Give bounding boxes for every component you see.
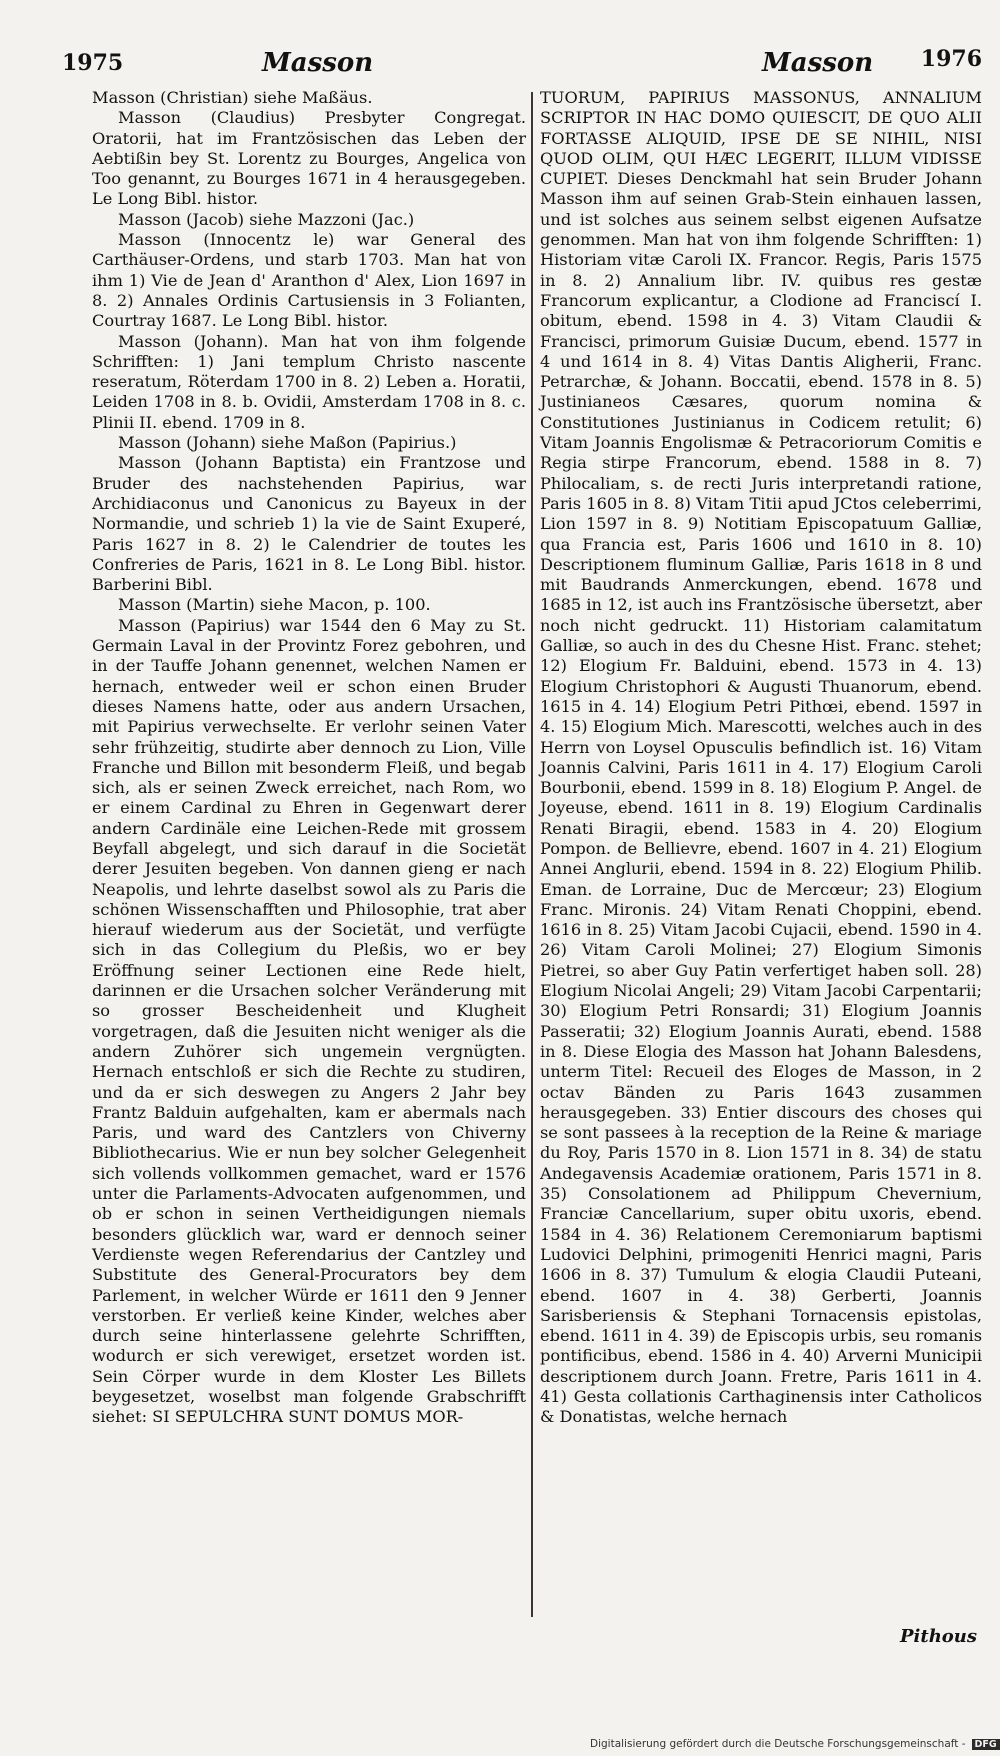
entry-papirius-continued: TUORUM, PAPIRIUS MASSONUS, ANNALIUM SCRIPTOR IN HAC DOMO QUIESCIT, DE QUO ALII FORTASSE ALIQUID, IPSE DE SE NIHIL, NISI QUOD OLIM, QUI HÆC LEGERIT, ILLUM VIDISSE CUPIET. Dieses Denckmahl hat sein Bruder Johann Masson ihm auf seinen Grab-Stein einhauen lassen, und ist solches aus seinem selbst eigenen Aufsatze genommen. Man hat von ihm folgende Schrifften: 1) Historiam vitæ Caroli IX. Francor. Regis, Paris 1575 in 8. 2) Annalium libr. IV. quibus res gestæ Francorum explicantur, a Clodione ad Franciscí I. obitum, ebend. 1598 in 4. 3) Vitam Claudii & Francisci, primorum Guisiæ Ducum, ebend. 1577 in 4 und 1614 in 8. 4) Vitas Dantis Aligherii, Franc. Petrarchæ, & Johann. Boccatii, ebend. 1578 in 8. 5) Justinianeos Cæsares, quorum nomina & Constitutiones Justinianus in Codicem retulit; 6) Vitam Joannis Engolismæ & Petracoriorum Comitis e Regia stirpe Francorum, ebend. 1588 in 8. 7) Philocaliam, s. de recti Juris interpretandi ratione, Paris 1605 in 8. 8) Vitam Titii apud JCtos celeberrimi, Lion 1597 in 8. 9) Notitiam Episcopatuum Galliæ, qua Francia est, Paris 1606 und 1610 in 8. 10) Descriptionem fluminum Galliæ, Paris 1618 in 8 und mit Baudrands Anmerckungen, ebend. 1678 und 1685 in 12, ist auch ins Frantzösische übersetzt, aber noch nicht gedruckt. 11) Historiam calamitatum Galliæ, so auch in des du Chesne Hist. Franc. stehet; 12) Elogium Fr. Balduini, ebend. 1573 in 4. 13) Elogium Christophori & Augusti Thuanorum, ebend. 1615 in 4. 14) Elogium Petri Pithœi, ebend. 1597 in 4. 15) Elogium Mich. Marescotti, welches auch in des Herrn von Loysel Opusculis befindlich ist. 16) Vitam Joannis Calvini, Paris 1611 in 4. 17) Elogium Caroli Bourbonii, ebend. 1599 in 8. 18) Elogium P. Angel. de Joyeuse, ebend. 1611 in 8. 19) Elogium Cardinalis Renati Biragii, ebend. 1583 in 4. 20) Elogium Pompon. de Bellievre, ebend. 1607 in 4. 21) Elogium Annei Anglurii, ebend. 1594 in 8. 22) Elogium Philib. Eman. de Lorraine, Duc de Mercœur; 23) Elogium Franc. Mironis. 24) Vitam Renati Choppini, ebend. 1616 in 8. 25) Vitam Jacobi Cujacii, ebend. 1590 in 4. 26) Vitam Caroli Molinei; 27) Elogium Simonis Pietrei, so aber Guy Patin verfertiget haben soll. 28) Elogium Nicolai Angeli; 29) Vitam Jacobi Carpentarii; 30) Elogium Petri Ronsardi; 31) Elogium Joannis Passeratii; 32) Elogium Joannis Aurati, ebend. 1588 in 8. Diese Elogia des Masson hat Johann Balesdens, unterm Titel: Recueil des Eloges de Masson, in 2 octav Bänden zu Paris 1643 zusammen herausgegeben. 33) Entier discours des choses qui se sont passees à la reception de la Reine & mariage du Roy, Paris 1570 in 8. Lion 1571 in 8. 34) de statu Andegavensis Academiæ orationem, Paris 1571 in 8. 35) Consolationem ad Philippum Chevernium, Franciæ Cancellarium, super obitu uxoris, ebend. 1584 in 4. 36) Relationem Ceremoniarum baptismi Ludovici Delphini, primogeniti Henrici magni, Paris 1606 in 8. 37) Tumulum & elogia Claudii Puteani, ebend. 1607 in 4. 38) Gerberti, Joannis Sarisberiensis & Stephani Tornacensis epistolas, ebend. 1611 in 4. 39) de Episcopis urbis, seu romanis pontificibus, ebend. 1586 in 4. 40) Arverni Municipii descriptionem durch Joann. Fretre, Paris 1611 in 4. 41) Gesta collationis Carthaginensis inter Catholicos & Donatistas, welche hernach xyxy=(540,88,982,1427)
dfg-logo-badge: DFG xyxy=(972,1739,1000,1750)
left-column xyxy=(92,88,526,1428)
entry-claudius: Masson (Claudius) Presbyter Congregat. Oratorii, hat im Frantzösischen das Leben der Aebtißin bey St. Lorentz zu Bourges, Angelica von Too genannt, zu Bourges 1671 in 4 herausgegeben. Le Long Bibl. histor. xyxy=(92,108,526,209)
running-head-right: Masson xyxy=(762,48,874,78)
catchword: Pithous xyxy=(900,1626,978,1647)
entry-christian: Masson (Christian) siehe Maßäus. xyxy=(92,88,373,107)
column-divider xyxy=(531,92,533,1617)
entry-martin: Masson (Martin) siehe Macon, p. 100. xyxy=(118,595,431,615)
page-number-left: 1975 xyxy=(62,50,124,76)
entry-papirius: Masson (Papirius) war 1544 den 6 May zu St. Germain Laval in der Provintz Forez gebohren, und in der Tauffe Johann genennet, welchen Namen er hernach, entweder weil er schon einen Bruder dieses Namens hatte, oder aus andern Ursachen, mit Papirius verwechselte. Er verlohr seinen Vater sehr frühzeitig, studirte aber dennoch zu Lion, Ville Franche und Billon mit besonderm Fleiß, und begab sich, als er seinen Zweck erreichet, nach Rom, wo er einem Cardinal zu Ehren in Gegenwart derer andern Cardinäle eine Leichen-Rede mit grossem Beyfall abgelegt, und sich darauf in die Societät derer Jesuiten begeben. Von dannen gieng er nach Neapolis, und lehrte daselbst sowol als zu Paris die schönen Wissenschafften und Philosophie, trat aber hierauf wiederum aus der Societät, und verfügte sich in das Collegium du Pleßis, wo er bey Eröffnung seiner Lectionen eine Rede hielt, darinnen er die Ursachen solcher Veränderung mit so grosser Bescheidenheit und Klugheit vorgetragen, daß die Jesuiten nicht weniger als die andern Zuhörer sich ungemein vergnügten. Hernach entschloß er sich die Rechte zu studiren, und da er sich deswegen zu Angers 2 Jahr bey Frantz Balduin aufgehalten, kam er abermals nach Paris, und ward des Cantzlers von Chiverny Bibliothecarius. Wie er nun bey solcher Gelegenheit sich vollends vollkommen gemachet, ward er 1576 unter die Parlaments-Advocaten aufgenommen, und ob er schon in seinen Vertheidigungen niemals besonders glücklich war, ward er dennoch seiner Verdienste wegen Referendarius der Cantzley und Substitute des General-Procurators bey dem Parlement, in welcher Würde er 1611 den 9 Jenner verstorben. Er verließ keine Kinder, welches aber durch seine hinterlassene gelehrte Schrifften, wodurch er sich verewiget, ersetzet worden ist. Sein Cörper wurde in dem Kloster Les Billets beygesetzet, woselbst man folgende Grabschrifft siehet: SI SEPULCHRA SUNT DOMUS MOR- xyxy=(92,615,526,1427)
entry-innocentz: Masson (Innocentz le) war General des Carthäuser-Ordens, und starb 1703. Man hat von ihm 1) Vie de Jean d' Aranthon d' Alex, Lion 1697 in 8. 2) Annales Ordinis Cartusiensis in 3 Folianten, Courtray 1687. Le Long Bibl. histor. xyxy=(92,230,526,331)
running-head-left: Masson xyxy=(262,48,374,78)
page-number-right: 1976 xyxy=(920,46,982,72)
credit-text: Digitalisierung gefördert durch die Deutsche Forschungsgemeinschaft - xyxy=(590,1738,966,1750)
digitization-credit xyxy=(590,1738,1000,1750)
entry-johann-baptista: Masson (Johann Baptista) ein Frantzose und Bruder des nachstehenden Papirius, war Archidiaconus und Canonicus zu Bayeux in der Normandie, und schrieb 1) la vie de Saint Exuperé, Paris 1627 in 8. 2) le Calendrier de toutes les Confreries de Paris, 1621 in 8. Le Long Bibl. histor. Barberini Bibl. xyxy=(92,453,526,595)
entry-johann: Masson (Johann). Man hat von ihm folgende Schrifften: 1) Jani templum Christo nascente reseratum, Röterdam 1700 in 8. 2) Leben a. Horatii, Leiden 1708 in 8. b. Ovidii, Amsterdam 1708 in 8. c. Plinii II. ebend. 1709 in 8. xyxy=(92,331,526,432)
right-column xyxy=(540,88,982,1428)
page-header xyxy=(62,44,982,80)
entry-jacob: Masson (Jacob) siehe Mazzoni (Jac.) xyxy=(118,209,415,229)
entry-johann-ref: Masson (Johann) siehe Maßon (Papirius.) xyxy=(118,433,457,453)
